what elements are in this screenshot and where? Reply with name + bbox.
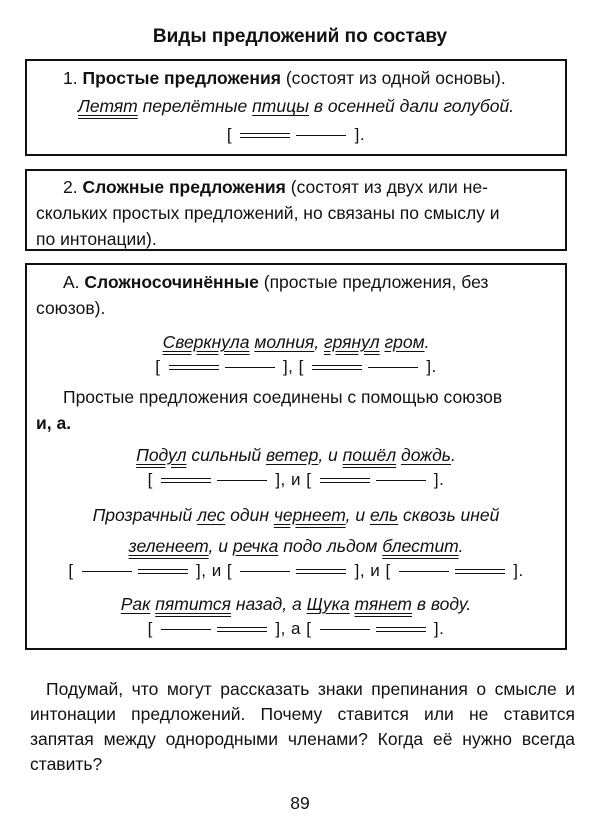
plain-text: в воду.	[412, 594, 472, 614]
predicate-word: Летят	[77, 96, 138, 116]
complex-heading-line	[27, 174, 565, 200]
bracket: ], а [	[275, 619, 312, 638]
double-line	[296, 569, 346, 574]
simple-sentences-box	[25, 59, 567, 156]
predicate-word: грянул	[324, 332, 380, 352]
bracket: [	[147, 619, 153, 638]
subject-word: Рак	[120, 594, 151, 614]
single-line	[368, 367, 418, 368]
compound-heading-line	[27, 269, 565, 295]
plain-text: сквозь иней	[398, 505, 500, 525]
plain-text: , и	[318, 445, 343, 465]
conjunctions: и, а.	[36, 413, 72, 433]
plain-text: , и	[345, 505, 370, 525]
double-line	[312, 365, 362, 370]
bracket: ].	[513, 561, 524, 580]
example-sentence	[27, 591, 565, 617]
plain-text: сильный	[186, 445, 266, 465]
plain-text: , и	[208, 536, 233, 556]
predicate-word: чернеет	[273, 505, 346, 525]
bracket: [	[155, 357, 161, 376]
predicate-word: пятится	[155, 594, 232, 614]
example-sentence	[27, 329, 565, 355]
bracket: [	[68, 561, 74, 580]
double-line	[138, 569, 188, 574]
bracket: ], и [	[196, 561, 233, 580]
plain-text: перелётные	[137, 96, 253, 116]
single-line	[217, 480, 267, 481]
single-line	[376, 480, 426, 481]
plain-text: подо льдом	[278, 536, 383, 556]
complex-sentences-box	[25, 169, 567, 251]
page-title: Виды предложений по составу	[152, 26, 448, 47]
predicate-word: зеленеет	[128, 536, 209, 556]
bracket: ], и [	[354, 561, 391, 580]
predicate-word: пошёл	[342, 445, 397, 465]
subject-word: ель	[369, 505, 399, 525]
section-heading: Сложносочинённые	[84, 272, 259, 292]
subject-word: ветер	[265, 445, 319, 465]
section-description: (простые предложения, без	[263, 272, 489, 292]
double-line	[161, 478, 211, 483]
double-line	[320, 478, 370, 483]
bracket: [	[226, 125, 233, 144]
single-line	[296, 135, 346, 136]
plain-text: .	[424, 332, 430, 352]
bracket: ].	[354, 125, 366, 144]
sentence-scheme	[27, 123, 565, 147]
subject-word: речка	[232, 536, 279, 556]
plain-text: ,	[314, 332, 325, 352]
single-line	[240, 571, 290, 572]
subject-word: гром	[384, 332, 425, 352]
bracket: ].	[433, 470, 445, 489]
double-line	[376, 627, 426, 632]
plain-text: .	[458, 536, 464, 556]
double-line	[455, 569, 505, 574]
single-line	[225, 367, 275, 368]
double-line	[217, 627, 267, 632]
subject-word: Щука	[306, 594, 350, 614]
section-description: по интонации).	[36, 229, 157, 249]
section-description: скольких простых предложений, но связаны по смыслу и	[36, 203, 500, 223]
plain-text: назад, а	[231, 594, 307, 614]
plain-text: .	[450, 445, 456, 465]
example-sentence	[27, 533, 565, 559]
section-description: союзов).	[36, 298, 106, 318]
subject-word: молния	[254, 332, 315, 352]
section-heading: Сложные предложения	[82, 177, 286, 197]
double-line	[169, 365, 219, 370]
compound-sentences-box	[25, 263, 567, 650]
item-number: 1.	[63, 68, 78, 88]
predicate-word: блестит	[382, 536, 459, 556]
item-number: 2.	[63, 177, 78, 197]
sentence-scheme	[27, 559, 565, 583]
subject-word: лес	[197, 505, 226, 525]
bracket: [	[147, 470, 153, 489]
subject-word: птицы	[252, 96, 309, 116]
sentence-scheme	[27, 617, 565, 641]
double-line	[240, 133, 290, 138]
subject-word: дождь	[401, 445, 451, 465]
item-letter: А.	[63, 272, 80, 292]
single-line	[320, 629, 370, 630]
single-line	[161, 629, 211, 630]
single-line	[399, 571, 449, 572]
question-paragraph: Подумай, что могут рассказать знаки препинания о смысле и интонации предложений. Почему ставится или не ставится запятая между однородными членами? Когда её нужно всегда ставить?	[30, 679, 575, 774]
section-heading: Простые предложения	[82, 68, 281, 88]
simple-heading-line	[27, 65, 565, 91]
plain-text: Прозрачный	[92, 505, 198, 525]
explanation-text: Простые предложения соединены с помощью союзов	[63, 387, 503, 407]
section-description: (состоят из одной основы).	[285, 68, 506, 88]
bracket: ], и [	[275, 470, 312, 489]
single-line	[82, 571, 132, 572]
example-sentence	[27, 502, 565, 528]
bracket: ], [	[282, 357, 304, 376]
sentence-scheme	[27, 355, 565, 379]
bracket: ].	[433, 619, 445, 638]
example-sentence	[27, 442, 565, 468]
sentence-scheme	[27, 468, 565, 492]
page-number: 89	[290, 793, 310, 813]
example-sentence	[27, 93, 565, 119]
bracket: ].	[426, 357, 437, 376]
predicate-word: Подул	[136, 445, 187, 465]
plain-text: в осенней дали голубой.	[308, 96, 515, 116]
predicate-word: тянет	[354, 594, 413, 614]
plain-text: один	[225, 505, 274, 525]
predicate-word: Сверкнула	[162, 332, 250, 352]
section-description: (состоят из двух или не-	[290, 177, 488, 197]
